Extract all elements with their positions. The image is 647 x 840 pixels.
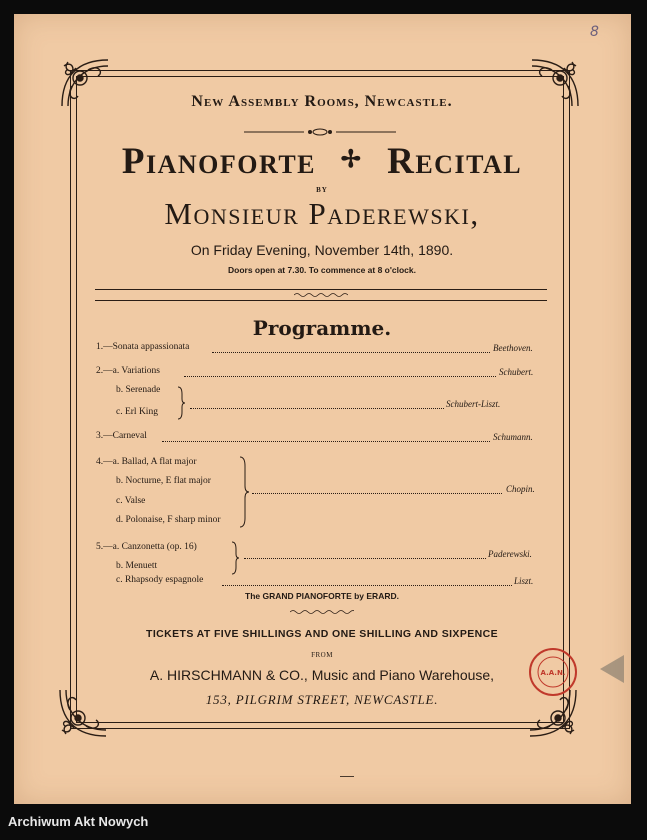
programme-item-2c: c. Erl King xyxy=(116,407,158,417)
paper-mark xyxy=(340,776,354,777)
programme-item-3: 3.—Carneval xyxy=(96,431,147,441)
divider-rule xyxy=(95,300,547,301)
from-label: FROM xyxy=(311,651,333,659)
title-ornament-icon: ✢ xyxy=(340,147,363,173)
concert-date: On Friday Evening, November 14th, 1890. xyxy=(190,242,454,258)
brace-icon xyxy=(238,456,250,528)
piano-credit: The GRAND PIANOFORTE by ERARD. xyxy=(245,591,399,601)
ticket-prices: TICKETS AT FIVE SHILLINGS AND ONE SHILLING AND SIXPENCE xyxy=(146,628,498,640)
programme-item-4b: b. Nocturne, E flat major xyxy=(116,476,211,486)
stamp-text: A.A.N. xyxy=(540,669,566,677)
title-pianoforte: Pianoforte xyxy=(121,141,317,182)
composer-paderewski: Paderewski. xyxy=(488,549,532,559)
wavy-divider-icon xyxy=(294,292,348,298)
programme-item-1: 1.—Sonata appassionata xyxy=(96,342,190,352)
recital-title xyxy=(80,140,564,183)
dotted-leader xyxy=(222,585,512,586)
programme-item-4d: d. Polonaise, F sharp minor xyxy=(116,515,221,525)
composer-liszt: Liszt. xyxy=(514,576,534,586)
dotted-leader xyxy=(190,408,444,409)
doors-time: Doors open at 7.30. To commence at 8 o'clock. xyxy=(228,265,416,275)
composer-schubert: Schubert. xyxy=(499,367,534,377)
brace-icon xyxy=(176,386,186,420)
composer-beethoven: Beethoven. xyxy=(493,343,533,353)
programme-item-5b: b. Menuett xyxy=(116,561,158,571)
performer-name: Monsieur Paderewski, xyxy=(164,196,480,231)
composer-schumann: Schumann. xyxy=(493,432,533,442)
dotted-leader xyxy=(244,558,486,559)
programme-item-2a: 2.—a. Variations xyxy=(96,366,160,376)
programme-item-4a: 4.—a. Ballad, A flat major xyxy=(96,457,197,467)
venue-heading: New Assembly Rooms, Newcastle. xyxy=(191,93,453,110)
programme-title: Programme. xyxy=(252,316,392,340)
programme-item-4c: c. Valse xyxy=(116,496,146,506)
dotted-leader xyxy=(162,441,490,442)
ticket-agent: A. HIRSCHMANN & CO., Music and Piano Warehouse, xyxy=(149,667,495,683)
programme-item-5a: 5.—a. Canzonetta (op. 16) xyxy=(96,542,197,552)
page-marker: 8 xyxy=(590,24,599,40)
divider-rule xyxy=(95,289,547,290)
composer-chopin: Chopin. xyxy=(506,484,535,494)
dotted-leader xyxy=(212,352,490,353)
programme-item-2b: b. Serenade xyxy=(116,385,161,395)
dotted-leader xyxy=(252,493,502,494)
agent-address: 153, PILGRIM STREET, NEWCASTLE. xyxy=(205,692,439,707)
archive-label: Archiwum Akt Nowych xyxy=(8,814,149,829)
archive-stamp-icon xyxy=(527,646,579,698)
composer-schubert-liszt: Schubert-Liszt. xyxy=(446,399,501,409)
dotted-leader xyxy=(184,376,496,377)
programme-item-5c: c. Rhapsody espagnole xyxy=(116,575,204,585)
paper-mark-icon xyxy=(600,655,624,683)
wavy-divider-icon xyxy=(290,609,354,615)
brace-icon xyxy=(230,541,240,575)
title-recital: Recital xyxy=(387,141,523,182)
venue-rule-ornament-icon xyxy=(244,127,396,137)
by-label: BY xyxy=(316,186,328,194)
